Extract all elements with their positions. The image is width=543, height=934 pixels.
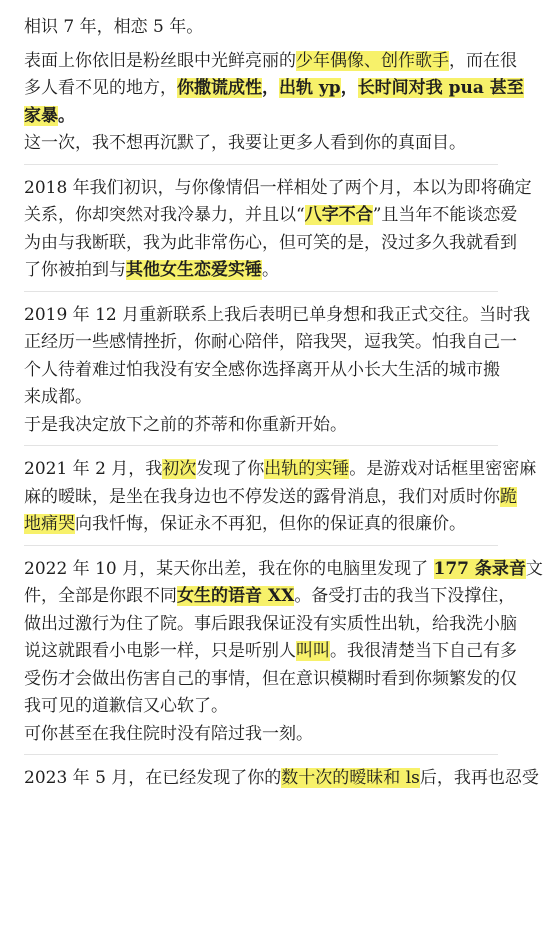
highlight-bold: 家暴 (24, 105, 58, 126)
text-line: 为由与我断联，我为此非常伤心，但可笑的是，没过多久我就看到 (24, 232, 517, 253)
divider (24, 754, 498, 755)
text-line: 了你被拍到与其他女生恋爱实锤。 (24, 260, 279, 280)
text-line: 2023 年 5 月，在已经发现了你的数十次的暧昧和 ls后，我再也忍受 (24, 768, 539, 788)
highlight: 出轨的实锤 (264, 459, 350, 479)
text-line: 做出过激行为住了院。事后跟我保证没有实质性出轨，给我洗小脑 (24, 613, 517, 634)
divider (24, 291, 498, 292)
text-line: 可你甚至在我住院时没有陪过我一刻。 (24, 723, 313, 744)
highlight: 地痛哭 (24, 514, 75, 534)
highlight-bold: 长时间对我 pua 甚至 (357, 78, 524, 98)
highlight-bold: 女生的语音 XX (177, 586, 295, 606)
text-line: 受伤才会做出伤害自己的事情，但在意识模糊时看到你频繁发的仅 (24, 668, 517, 689)
text-line: 我可见的道歉信又心软了。 (24, 696, 228, 716)
text-line: 2021 年 2 月，我初次发现了你出轨的实锤。是游戏对话框里密密麻 (24, 459, 537, 479)
text-line: 来成都。 (24, 387, 92, 407)
highlight: 叫叫 (296, 641, 330, 661)
text-line: 2019 年 12 月重新联系上我后表明已单身想和我正式交往。当时我 (24, 304, 531, 325)
text-line: 多人看不见的地方，你撒谎成性，出轨 yp，长时间对我 pua 甚至 (24, 78, 524, 98)
text-line: 于是我决定放下之前的芥蒂和你重新开始。 (24, 414, 347, 435)
text-line: 麻的暧昧，是坐在我身边也不停发送的露骨消息，我们对质时你跪 (24, 486, 517, 507)
highlight-bold: 177 条录音 (433, 558, 526, 579)
text-line: 表面上你依旧是粉丝眼中光鲜亮丽的少年偶像、创作歌手，而在很 (24, 50, 517, 71)
highlight: 数十次的暧昧和 ls (281, 768, 420, 788)
divider (24, 545, 498, 546)
text-line: 正经历一些感情挫折，你耐心陪伴，陪我哭，逗我笑。怕我自己一 (24, 332, 517, 352)
highlight-bold: 八字不合 (304, 205, 373, 225)
text-line: 家暴。 (24, 105, 75, 126)
text-line: 相识 7 年，相恋 5 年。 (24, 17, 204, 37)
highlight-bold: 其他女生恋爱实锤 (126, 260, 262, 280)
divider (24, 445, 498, 446)
highlight-bold: 出轨 yp (279, 78, 341, 98)
highlight-bold: 你撒谎成性 (177, 78, 262, 98)
highlight: 初次 (162, 459, 197, 479)
text-line: 2022 年 10 月，某天你出差，我在你的电脑里发现了 177 条录音文 (24, 558, 543, 579)
text-line: 这一次，我不想再沉默了，我要让更多人看到你的真面目。 (24, 133, 466, 153)
divider (24, 164, 498, 165)
text-line: 说这就跟看小电影一样，只是听别人叫叫。我很清楚当下自己有多 (24, 641, 517, 661)
text-line: 地痛哭向我忏悔，保证永不再犯，但你的保证真的很廉价。 (24, 514, 466, 534)
highlight: 跪 (500, 486, 517, 507)
text-line: 2018 年我们初识，与你像情侣一样相处了两个月，本以为即将确定 (24, 177, 532, 198)
text-line: 关系，你却突然对我冷暴力，并且以“八字不合”且当年不能谈恋爱 (24, 205, 518, 225)
text-line: 件，全部是你跟不同女生的语音 XX。备受打击的我当下没撑住， (24, 586, 516, 606)
highlight: 少年偶像、创作歌手 (296, 50, 449, 71)
text-line: 个人待着难过怕我没有安全感你选择离开从小长大生活的城市搬 (24, 359, 500, 380)
